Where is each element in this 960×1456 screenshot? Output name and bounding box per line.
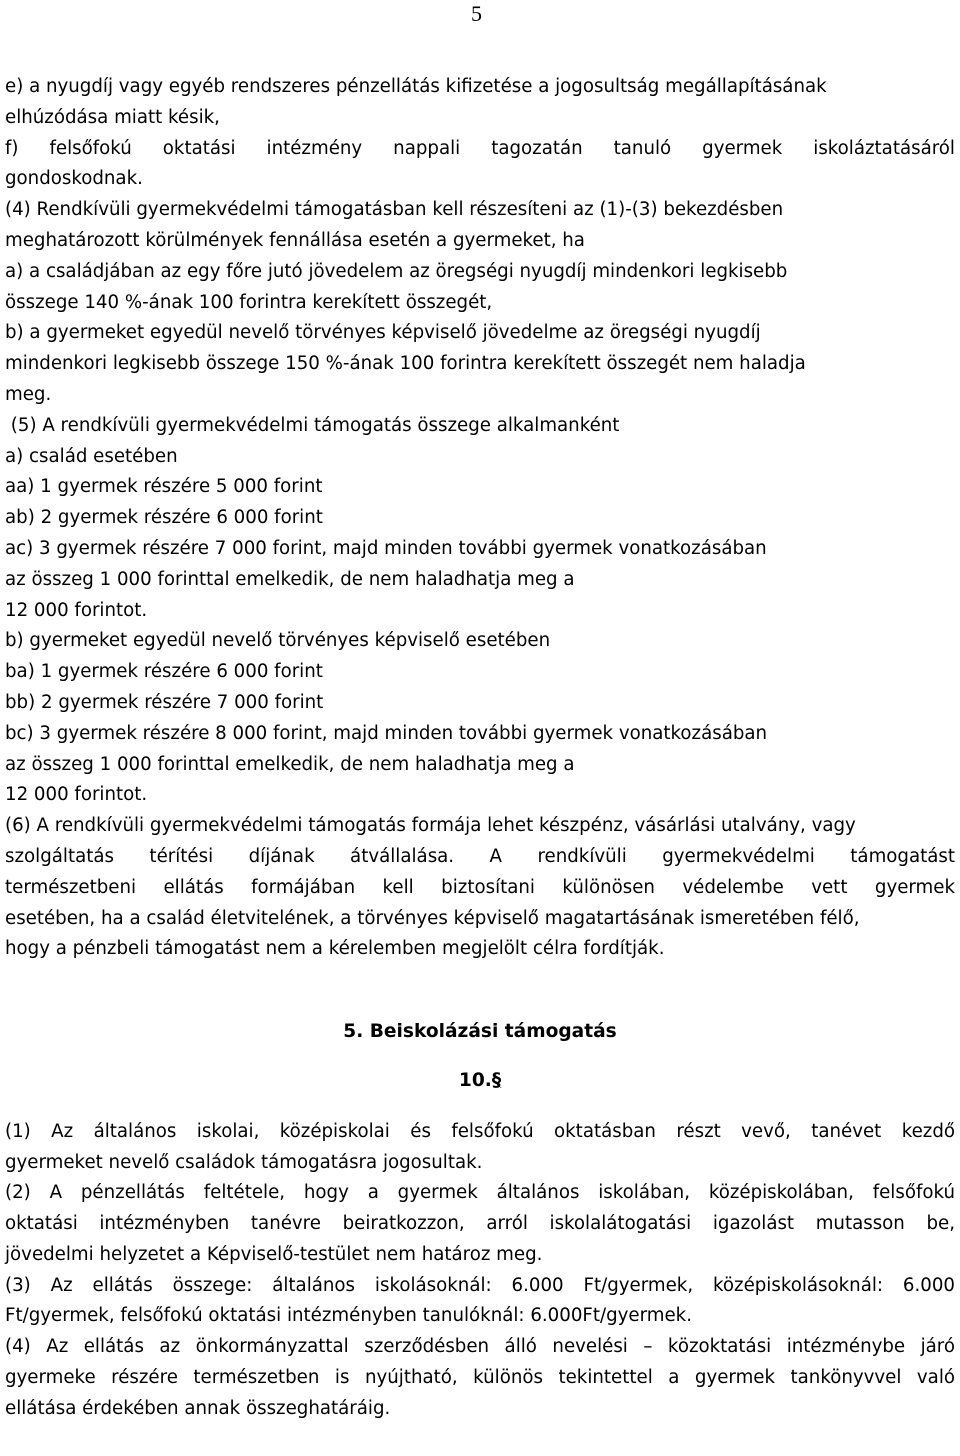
text-line: jövedelmi helyzetet a Képviselő-testület nem határoz meg. bbox=[5, 1243, 543, 1265]
text-line: (4) Az ellátás az önkormányzattal szerződésben álló nevelési – közoktatási intézménybe járó bbox=[5, 1336, 955, 1358]
text-line: ac) 3 gyermek részére 7 000 forint, majd minden további gyermek vonatkozásában bbox=[5, 537, 767, 559]
text-line: természetbeni ellátás formájában kell biztosítani különösen védelembe vett gyermek bbox=[5, 876, 955, 898]
text-line: bc) 3 gyermek részére 8 000 forint, majd minden további gyermek vonatkozásában bbox=[5, 722, 768, 744]
text-line: (5) A rendkívüli gyermekvédelmi támogatás összege alkalmanként bbox=[5, 414, 620, 436]
text-line: ba) 1 gyermek részére 6 000 forint bbox=[5, 661, 323, 683]
section-sign: § bbox=[491, 1069, 502, 1091]
text-line: (1) Az általános iskolai, középiskolai és felsőfokú oktatásban részt vevő, tanévet kezdő bbox=[5, 1120, 955, 1142]
text-line: esetében, ha a család életvitelének, a törvényes képviselő magatartásának ismeretében félő, bbox=[5, 907, 860, 929]
text-line: gyermeke részére természetben is nyújtható, különös tekintettel a gyermek tankönyvvel való bbox=[5, 1367, 955, 1389]
text-line: 12 000 forintot. bbox=[5, 599, 148, 621]
text-line: elhúzódása miatt késik, bbox=[5, 106, 220, 128]
provisions-block-1 bbox=[5, 72, 955, 965]
paragraph-heading bbox=[5, 1066, 955, 1097]
text-line: az összeg 1 000 forinttal emelkedik, de nem haladhatja meg a bbox=[5, 753, 575, 775]
text-line: b) gyermeket egyedül nevelő törvényes képviselő esetében bbox=[5, 630, 551, 652]
section-heading: 5. Beiskolázási támogatás bbox=[343, 1021, 617, 1043]
page-number: 5 bbox=[471, 1, 482, 26]
text-line: b) a gyermeket egyedül nevelő törvényes képviselő jövedelme az öregségi nyugdíj bbox=[5, 322, 761, 344]
text-line: (6) A rendkívüli gyermekvédelmi támogatás formája lehet készpénz, vásárlási utalvány, vagy bbox=[5, 815, 856, 837]
heading-gap bbox=[5, 1048, 955, 1066]
text-line: az összeg 1 000 forinttal emelkedik, de nem haladhatja meg a bbox=[5, 568, 575, 590]
text-line: gondoskodnak. bbox=[5, 168, 143, 190]
text-line: a) család esetében bbox=[5, 445, 178, 467]
text-line: 12 000 forintot. bbox=[5, 784, 148, 806]
text-line: mindenkori legkisebb összege 150 %-ának 100 forintra kerekített összegét nem haladja bbox=[5, 353, 806, 375]
text-line: oktatási intézményben tanévre beiratkozzon, arról iskolalátogatási igazolást mutasson be, bbox=[5, 1213, 955, 1235]
paragraph-number: 10. bbox=[458, 1069, 492, 1091]
text-line: ab) 2 gyermek részére 6 000 forint bbox=[5, 507, 323, 529]
text-line: f) felsőfokú oktatási intézmény nappali tagozatán tanuló gyermek iskoláztatásáról bbox=[5, 137, 955, 159]
text-line: szolgáltatás térítési díjának átvállalása. A rendkívüli gyermekvédelmi támogatást bbox=[5, 845, 955, 867]
text-line: meghatározott körülmények fennállása esetén a gyermeket, ha bbox=[5, 229, 585, 251]
text-line: Ft/gyermek, felsőfokú oktatási intézményben tanulóknál: 6.000Ft/gyermek. bbox=[5, 1305, 692, 1327]
text-line: gyermeket nevelő családok támogatásra jogosultak. bbox=[5, 1151, 483, 1173]
document-body bbox=[5, 72, 955, 1425]
text-line: e) a nyugdíj vagy egyéb rendszeres pénzellátás kifizetése a jogosultság megállapításának bbox=[5, 76, 827, 97]
provisions-block-2 bbox=[5, 1117, 955, 1425]
section-gap bbox=[5, 965, 955, 1017]
text-line: (3) Az ellátás összege: általános iskolásoknál: 6.000 Ft/gyermek, középiskolásoknál: 6.000 bbox=[5, 1274, 955, 1296]
text-line: (4) Rendkívüli gyermekvédelmi támogatásban kell részesíteni az (1)-(3) bekezdésben bbox=[5, 199, 784, 221]
text-line: a) a családjában az egy főre jutó jövedelem az öregségi nyugdíj mindenkori legkisebb bbox=[5, 260, 788, 282]
text-line: meg. bbox=[5, 383, 52, 405]
text-line: aa) 1 gyermek részére 5 000 forint bbox=[5, 476, 323, 498]
text-line: összege 140 %-ának 100 forintra kerekített összegét, bbox=[5, 291, 493, 313]
text-line: hogy a pénzbeli támogatást nem a kérelemben megjelölt célra fordítják. bbox=[5, 938, 665, 960]
text-line: bb) 2 gyermek részére 7 000 forint bbox=[5, 691, 324, 713]
text-line: (2) A pénzellátás feltétele, hogy a gyermek általános iskolában, középiskolában, felsőfokú bbox=[5, 1182, 955, 1204]
text-line: ellátása érdekében annak összeghatáráig. bbox=[5, 1397, 391, 1419]
heading-gap bbox=[5, 1097, 955, 1117]
